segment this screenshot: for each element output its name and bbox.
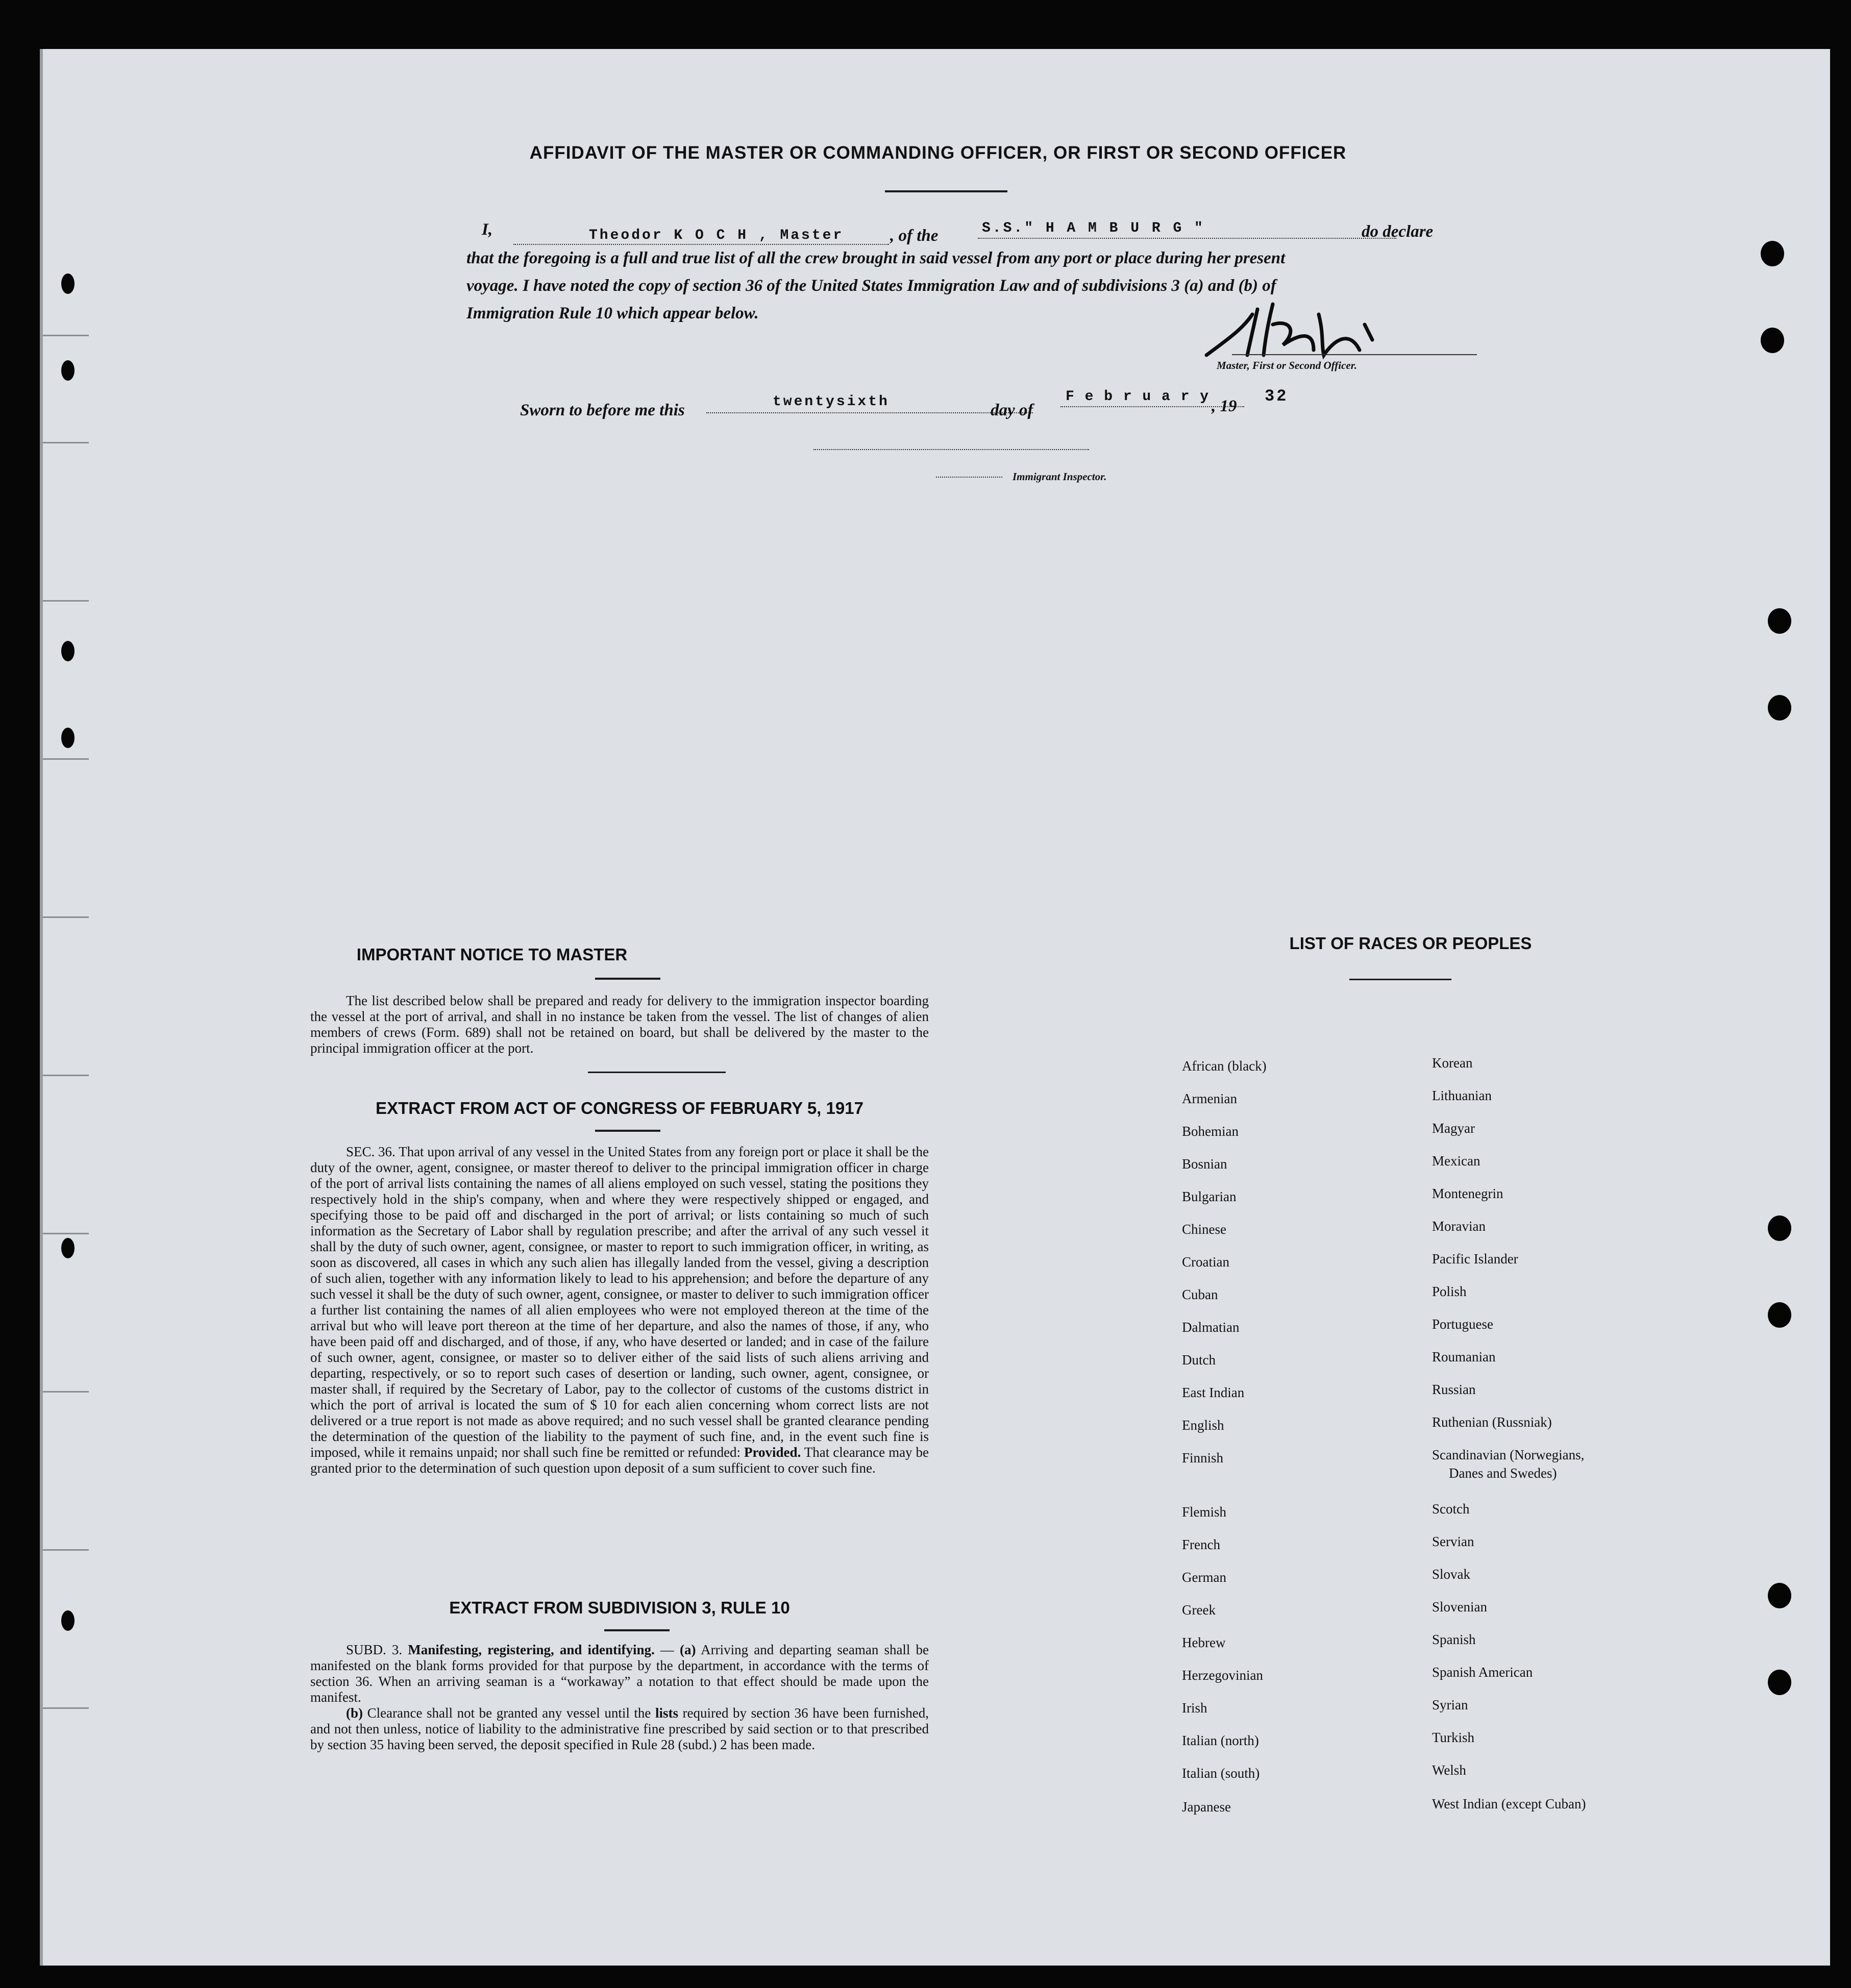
race-item: Korean [1432,1055,1473,1071]
race-item: Mexican [1432,1153,1480,1169]
race-item: English [1182,1418,1224,1433]
punch-hole [1768,608,1791,634]
race-item: Russian [1432,1382,1476,1397]
subd-b-lists: lists [655,1705,678,1721]
notice-rule [588,1072,726,1073]
race-item: Cuban [1182,1287,1218,1302]
race-item: Croatian [1182,1254,1229,1270]
notice-text: The list described below shall be prepared and ready for delivery to the immigration inspector boarding the vessel at the port of arrival, and shall in no instance be taken from the vessel. The list of changes of alien members of crews (Form. 689) shall not be retained on board, but shall be delivered by the master to the principal immigration officer at the port. [310,993,929,1056]
act-text [310,1144,929,1476]
act-body-end: That clearance may be granted prior to the determination of such question upon deposit of a sum sufficient to cover such fine. [310,1445,929,1476]
race-item: Bohemian [1182,1124,1239,1139]
left-margin-rule [43,600,89,602]
race-item: Italian (south) [1182,1766,1260,1781]
race-item: Moravian [1432,1219,1486,1234]
subd-b-label: (b) [346,1705,363,1721]
race-item: Hebrew [1182,1635,1226,1650]
day-of-label: day of [991,401,1033,419]
vessel-name-blank [978,238,1396,239]
race-item: Polish [1432,1284,1467,1299]
race-item: Armenian [1182,1091,1237,1106]
subd-title: Manifesting, registering, and identifying. [408,1642,655,1657]
binding-tab [61,728,75,748]
affidavit-line-4: Immigration Rule 10 which appear below. [466,304,759,322]
race-item: Greek [1182,1602,1216,1618]
race-item: African (black) [1182,1058,1267,1074]
punch-hole [1768,1215,1791,1241]
race-item: Bulgarian [1182,1189,1237,1204]
race-item: Welsh [1432,1762,1466,1778]
race-item: Slovak [1432,1567,1471,1582]
race-item: Herzegovinian [1182,1668,1263,1683]
race-item: Portuguese [1432,1316,1493,1332]
rule-heading: EXTRACT FROM SUBDIVISION 3, RULE 10 [449,1598,790,1617]
master-name-blank [513,244,889,245]
race-item: Bosnian [1182,1156,1227,1172]
inspector-short-blank [936,477,1002,478]
affidavit-pronoun: I, [482,220,493,239]
race-item: Syrian [1432,1697,1468,1712]
binding-tab [61,274,75,294]
races-underline [1349,979,1451,980]
race-item: Spanish American [1432,1664,1533,1680]
race-item: Italian (north) [1182,1733,1259,1748]
left-margin-rule [43,1233,89,1234]
left-margin-rule [43,916,89,918]
rule-underline [604,1629,670,1631]
vessel-name: S.S." H A M B U R G " [982,220,1205,236]
punch-hole [1768,1302,1791,1328]
sworn-year: 32 [1265,387,1289,406]
do-declare-label: do declare [1362,222,1434,241]
act-underline [595,1130,660,1132]
signature-line [1232,354,1477,355]
act-body: SEC. 36. That upon arrival of any vessel in the United States from any foreign port or place it shall be the duty of the owner, agent, consignee, or master thereof to deliver to the principal immigration officer in charge of the port of arrival lists containing the names of all aliens employed on such vessel, stating the positions they respectively hold in the ship's company, when and where they were respectively shipped or engaged, and specifying those to be paid off and discharged in the port of arrival; or lists containing so much of such information as the Secretary of Labor shall by regulation prescribe; and after the arrival of any such vessel it shall by the duty of such owner, agent, consignee, or master to report to such immigration officer, in writing, as soon as discovered, all cases in which any such alien has illegally landed from the vessel, giving a description of such alien, together with any information likely to lead to his apprehension; and before the departure of any such vessel it shall be the duty of such owner, agent, consignee, or master to deliver to such immigration officer a further list containing the names of all alien employees who were not employed thereon at the time of the arrival but who will leave port thereon at the time of her departure, and also the names of those, if any, who have been paid off and discharged, and of those, if any, who have deserted or landed; and in case of the failure of such owner, agent, consignee, or master so to deliver either of the said lists of such aliens arriving and departing, respectively, or so to report such cases of desertion or landing, such owner, agent, consignee, or master shall, if required by the Secretary of Labor, pay to the collector of customs of the customs district in which the port of arrival is located the sum of $ 10 for each alien concerning whom correct lists are not delivered or a true report is not made as above required; and no such vessel shall be granted clearance pending the determination of the question of the liability to the payment of such fine, and, in the event such fine is imposed, while it remains unpaid; nor shall such fine be remitted or refunded: [310,1144,929,1460]
inspector-caption: Immigrant Inspector. [1013,470,1107,483]
subd-a-text [310,1642,929,1705]
race-item: Pacific Islander [1432,1251,1518,1266]
notice-heading: IMPORTANT NOTICE TO MASTER [356,945,628,964]
subd-prefix: SUBD. 3. [346,1642,403,1657]
sworn-day: twentysixth [773,394,890,410]
race-item: French [1182,1537,1220,1552]
race-item: Finnish [1182,1450,1224,1465]
race-item: Dutch [1182,1352,1216,1368]
race-item: Scandinavian (Norwegians, [1432,1447,1585,1462]
signature-caption: Master, First or Second Officer. [1217,359,1357,371]
affidavit-heading: AFFIDAVIT OF THE MASTER OR COMMANDING OFFICER, OR FIRST OR SECOND OFFICER [529,143,1347,163]
race-item: Roumanian [1432,1349,1496,1364]
subd-b-body-1: Clearance shall not be granted any vessel until the [367,1705,651,1721]
race-item: Montenegrin [1432,1186,1503,1201]
race-item: Spanish [1432,1632,1476,1647]
race-item: Lithuanian [1432,1088,1492,1103]
race-item: Flemish [1182,1504,1227,1520]
heading-underline [885,190,1007,192]
race-item: Scotch [1432,1501,1470,1517]
subd-dash: — [654,1642,680,1657]
punch-hole [1761,328,1784,353]
races-heading: LIST OF RACES OR PEOPLES [1289,934,1532,953]
left-margin-rule [43,1075,89,1076]
left-margin-rule [43,1549,89,1551]
race-item: Turkish [1432,1730,1475,1745]
left-margin-rule [43,1391,89,1393]
binding-tab [61,360,75,381]
subd-a-label: (a) [680,1642,696,1657]
inspector-signature-blank [813,449,1089,450]
binding-tab [61,1238,75,1258]
race-item: Slovenian [1432,1599,1487,1614]
punch-hole [1768,695,1791,720]
left-margin-rule [43,1707,89,1709]
race-item: German [1182,1570,1226,1585]
notice-underline [595,978,660,980]
race-item: Ruthenian (Russniak) [1432,1414,1552,1430]
act-heading: EXTRACT FROM ACT OF CONGRESS OF FEBRUARY 5, 1917 [376,1099,863,1117]
provided-label: Provided. [744,1445,801,1460]
sworn-month: F e b r u a r y [1066,389,1210,405]
punch-hole [1768,1583,1791,1608]
document-sheet [40,49,1830,1966]
binding-tab [61,1610,75,1631]
punch-hole [1761,241,1784,266]
affidavit-line-2: that the foregoing is a full and true list of all the crew brought in said vessel from any port or place during her present [466,249,1286,267]
subd-b-text [310,1705,929,1753]
of-the-label: , of the [890,227,939,245]
subd-b-body-2: required by section 36 have been furnished, and not then unless, notice of liability to the administrative fine prescribed by said section or to that prescribed by section 35 having been served, the deposit specified in Rule 28 (subd.) 2 has been made. [310,1705,929,1752]
left-margin-rule [43,442,89,443]
left-margin-rule [43,335,89,336]
binding-tab [61,641,75,661]
master-name: Theodor K O C H , Master [589,228,844,243]
race-item: Japanese [1182,1799,1231,1815]
punch-hole [1768,1670,1791,1695]
affidavit-line-3: voyage. I have noted the copy of section 36 of the United States Immigration Law and of subdivisions 3 (a) and (b) of [466,277,1276,295]
race-item: Chinese [1182,1222,1226,1237]
race-item: Magyar [1432,1121,1475,1136]
race-item: Servian [1432,1534,1474,1549]
race-item: East Indian [1182,1385,1245,1400]
race-item: West Indian (except Cuban) [1432,1796,1586,1811]
subd-a-body: Arriving and departing seaman shall be manifested on the blank forms provided for that purpose by the department, in accordance with the terms of section 36. When an arriving seaman is a “workaway” a notation to that effect should be made upon the manifest. [310,1642,929,1705]
year-prefix: , 19 [1212,397,1237,415]
left-margin-rule [43,758,89,760]
race-item: Dalmatian [1182,1320,1240,1335]
sworn-prefix: Sworn to before me this [520,401,685,419]
sworn-day-blank [706,412,1033,413]
race-item: Irish [1182,1700,1207,1716]
race-item: Danes and Swedes) [1449,1465,1557,1481]
